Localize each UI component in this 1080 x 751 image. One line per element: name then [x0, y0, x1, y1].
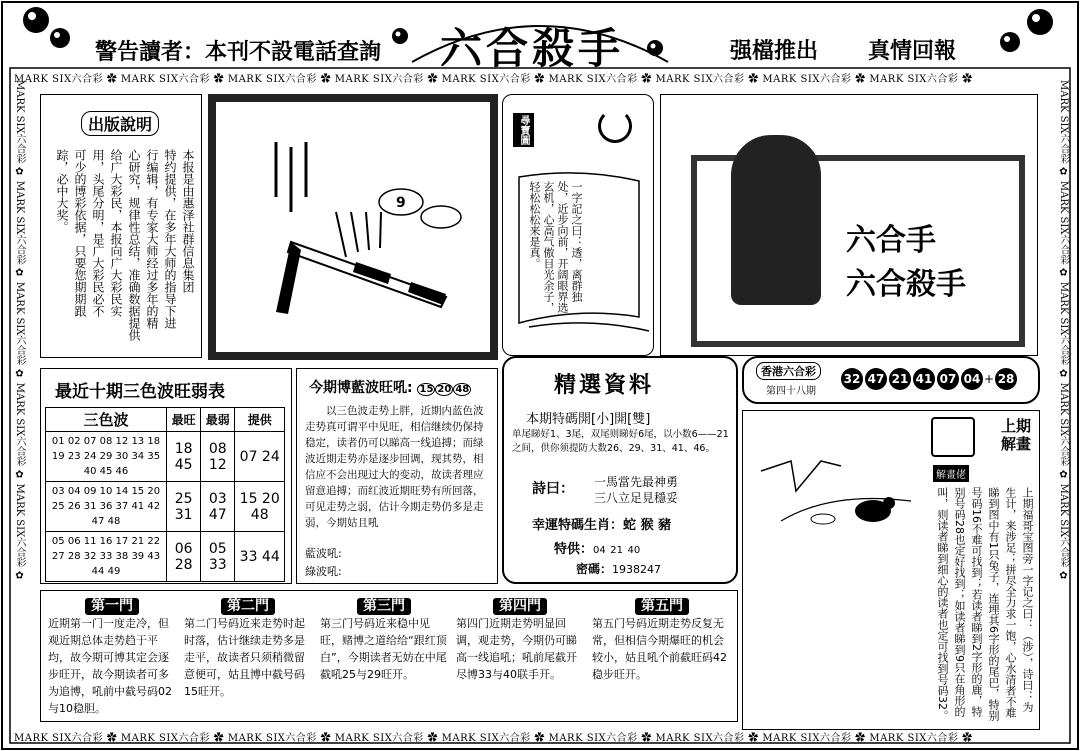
- wave-panel: [40, 368, 292, 584]
- riddle-panel: [742, 410, 1040, 730]
- wave-nums: 05 06 11 16 17 21 22 27 28 32 33 38 39 43 44 49: [46, 532, 167, 582]
- wave-nums: 01 02 07 08 12 13 18 19 23 24 29 30 34 35 40 45 46: [46, 432, 167, 482]
- publish-col: 特约提供，在多年大师的指导下进: [163, 149, 177, 329]
- slogan-left: 强檔推出: [730, 39, 819, 64]
- gate-title: 第一門: [85, 598, 139, 615]
- wave-hot: 25 31: [167, 482, 201, 532]
- result-ball: 21: [889, 368, 911, 390]
- top-strip: MARK SIX六合彩 ✿ MARK SIX六合彩 ✿ MARK SIX六合彩 ✿ MARK SIX六合彩 ✿ MARK SIX六合彩 ✿ MARK SIX六合彩 ✿ MARK SIX六合彩 ✿ MARK SIX六合彩 ✿ MARK SIX六合彩 ✿: [14, 74, 973, 84]
- publish-body: [54, 149, 195, 349]
- poem-text: [594, 474, 678, 506]
- scroll-text: 一字記之曰：透，离群独处，近步向前，开阔眼界选玄机，心高气傲目光余子，轻松松松来是真。: [528, 181, 583, 313]
- wave-hot: 06 28: [167, 532, 201, 582]
- wave-header: 最弱: [201, 408, 235, 432]
- riddle-frame: [931, 417, 975, 457]
- blue-num: 48: [455, 384, 470, 395]
- publish-col: 给广大彩民，本报向广大彩民实: [109, 149, 123, 317]
- table-row: [46, 432, 285, 482]
- result-ball-special: 28: [995, 368, 1017, 390]
- selected-line2: 单尾睇好1、3尾，双尾则睇好6尾，以小数6——21之间，供你须提防大数26、29、31、41、46。: [512, 429, 729, 454]
- result-ball: 41: [913, 368, 935, 390]
- gate-text: 第二门号码近来走势时起时落，估计继续走势多是走平，故读者只须稍微留意便可，姑且博中截号码15旺开。: [184, 617, 305, 698]
- blue-panel: [296, 368, 498, 584]
- zodiac: 猴: [640, 518, 654, 533]
- special-label: 特供：: [554, 542, 594, 557]
- blue-num: 20: [437, 384, 452, 395]
- table-row: [46, 482, 285, 532]
- result-balls: 32 47 21 41 07 04 + 28: [840, 368, 1018, 390]
- gate-title: 第二門: [221, 598, 275, 615]
- publish-col: 踪，必中大奖。: [55, 149, 69, 233]
- wave-cold: 08 12: [201, 432, 235, 482]
- gate-3: [320, 598, 448, 683]
- publish-title: 出版說明: [81, 111, 159, 136]
- gate-text: 第四门近期走势明显回调，观走势，今期仍可睇高一线追吼；吼前尾截开尽博33与40联手开。: [456, 617, 577, 681]
- wave-give: 33 44: [235, 532, 285, 582]
- wave-give: 07 24: [235, 432, 285, 482]
- result-ball: 04: [961, 368, 983, 390]
- ring-icon: [598, 109, 632, 143]
- wave-nums: 03 04 09 10 14 15 20 25 26 31 36 37 41 42 47 48: [46, 482, 167, 532]
- wave-table: [45, 407, 285, 582]
- publish-col: 本报是由惠泽社群信息集团: [181, 149, 195, 293]
- zodiac-line: [532, 514, 671, 533]
- results-badge: 香港六合彩: [756, 362, 821, 380]
- puzzle-picture: [208, 94, 498, 360]
- scroll-badge: 尋寶圖: [513, 113, 534, 147]
- gate-title: 第四門: [493, 598, 547, 615]
- slogan-right: 真情回報: [868, 39, 957, 64]
- right-strip: [1056, 80, 1070, 720]
- issue-number: 第四十八期: [766, 386, 816, 397]
- blue-num: 15: [419, 384, 434, 395]
- riddle-tag: 解畫佬: [933, 465, 969, 482]
- selected-panel: [502, 356, 738, 584]
- publish-col: 行编辑，有专家大师经过多年的精: [145, 149, 159, 329]
- result-ball: 32: [841, 368, 863, 390]
- gate-2: [184, 598, 312, 700]
- wave-hot: 18 45: [167, 432, 201, 482]
- puzzle-drawing: [216, 102, 490, 352]
- special-line: [554, 538, 640, 557]
- blue-title-text: 今期博藍波旺吼:: [309, 380, 413, 396]
- poem-line: 一馬當先最神勇: [594, 475, 679, 489]
- bottom-strip: MARK SIX六合彩 ✿ MARK SIX六合彩 ✿ MARK SIX六合彩 ✿ MARK SIX六合彩 ✿ MARK SIX六合彩 ✿ MARK SIX六合彩 ✿ MARK SIX六合彩 ✿ MARK SIX六合彩 ✿ MARK SIX六合彩 ✿: [14, 733, 973, 743]
- special-num: 04: [593, 545, 606, 556]
- riddle-text: 上期福哥宝图旁一字记之曰：（涉），诗曰：为生计，来涉足；拼尽全力求一饱，心水清者不难睇到图中有1只兔子，连埋其6字形的尾巴，特别号码16不难可找到；若读者睇到2字形的鹿，特别号码28也定好找到；如读者睇到9只在角形的叫，则读者睇到细心的读者也定可找到号码32。: [936, 487, 1034, 721]
- poster-text-1: 六合手: [846, 223, 936, 258]
- wave-title: 最近十期三色波旺弱表: [55, 382, 225, 402]
- result-ball: 07: [937, 368, 959, 390]
- selected-line1: 本期特碼開[小]開[雙]: [526, 412, 651, 427]
- green-line: 綠波吼:: [305, 565, 342, 578]
- wave-give: 15 20 48: [235, 482, 285, 532]
- result-ball: 47: [865, 368, 887, 390]
- code-value: 1938247: [612, 563, 662, 576]
- code-line: [576, 560, 661, 577]
- gate-text: 近期第一门一度走冷，但观近期总体走势趋于平均，故今期可博其定会逐步旺开，故今期读者可多为追博，吼前中截号码02与10稳胆。: [48, 617, 172, 715]
- gate-5: [592, 598, 732, 683]
- gate-title: 第三門: [357, 598, 411, 615]
- selected-title: 精選資料: [554, 372, 655, 398]
- publish-col: 心研究，规律性总结，准确数据提供: [127, 149, 141, 341]
- gate-text: 第五门号码近期走势反复无常，但相信今期爆旺的机会较小，姑且吼个前截旺码42稳步旺开。: [592, 617, 727, 681]
- riddle-title: 上期解畫: [1001, 417, 1032, 453]
- special-num: 40: [627, 545, 641, 556]
- warning-text: 警告讀者：本刊不設電話查詢: [95, 40, 382, 65]
- gate-text: 第三门号码近来稳中见旺，赌博之道给给“跟红顶白”，今期读者无妨在中尾截吼25与29旺开。: [320, 617, 447, 681]
- blue-line: 藍波吼:: [305, 547, 342, 560]
- publish-panel: [40, 94, 202, 358]
- logo-title: 六合殺手: [440, 24, 625, 73]
- wave-header: 三色波: [46, 408, 167, 432]
- right-strip-text: MARK SIX六合彩 ✿ MARK SIX六合彩 ✿ MARK SIX六合彩 ✿ MARK SIX六合彩 ✿ MARK SIX六合彩 ✿: [1058, 80, 1069, 582]
- wave-cold: 03 47: [201, 482, 235, 532]
- poem-label: 詩曰：: [532, 481, 574, 497]
- table-row: [46, 532, 285, 582]
- left-strip-text: MARK SIX六合彩 ✿ MARK SIX六合彩 ✿ MARK SIX六合彩 ✿ MARK SIX六合彩 ✿ MARK SIX六合彩 ✿: [14, 80, 25, 582]
- wave-header: 最旺: [167, 408, 201, 432]
- gate-1: [48, 598, 176, 717]
- wave-cold: 05 33: [201, 532, 235, 582]
- gate-4: [456, 598, 584, 683]
- results-bar: [742, 356, 1040, 404]
- blue-title: [309, 377, 471, 397]
- gate-title: 第五門: [635, 598, 689, 615]
- special-num: 21: [610, 545, 624, 556]
- left-strip: [12, 80, 26, 720]
- poem-line: 三八立足見穩妥: [594, 491, 679, 505]
- scroll-panel: [502, 94, 654, 356]
- poster-panel: [660, 94, 1038, 356]
- zodiac-label: 幸運特碼生肖：: [532, 518, 624, 533]
- publish-col: 可少的博彩依据，只要您期期跟: [73, 149, 87, 317]
- publish-col: 用，头尾分明，是广大彩民必不: [91, 149, 105, 317]
- poster-text-2: 六合殺手: [846, 267, 966, 302]
- zodiac: 蛇: [623, 518, 637, 533]
- blue-body: 以三色波走势上胖，近期内蓝色波走势真可谓平中见旺，相信继续仍保持稳定，读者仍可以睇高一线追搏；而绿波近期走势亦是逐步回调，现其势，相信应不会出现过大的变动，故读者理应留意追搏；而红波近期旺势有所回落，可见走势之弱，估计今期走势仍多是走弱，今期姑且吼: [305, 405, 484, 529]
- woman-figure: [731, 135, 821, 305]
- wave-header: 提供: [235, 408, 285, 432]
- zodiac: 豬: [658, 518, 672, 533]
- svg-text:9: 9: [396, 195, 406, 211]
- code-label: 密碼：: [576, 562, 613, 576]
